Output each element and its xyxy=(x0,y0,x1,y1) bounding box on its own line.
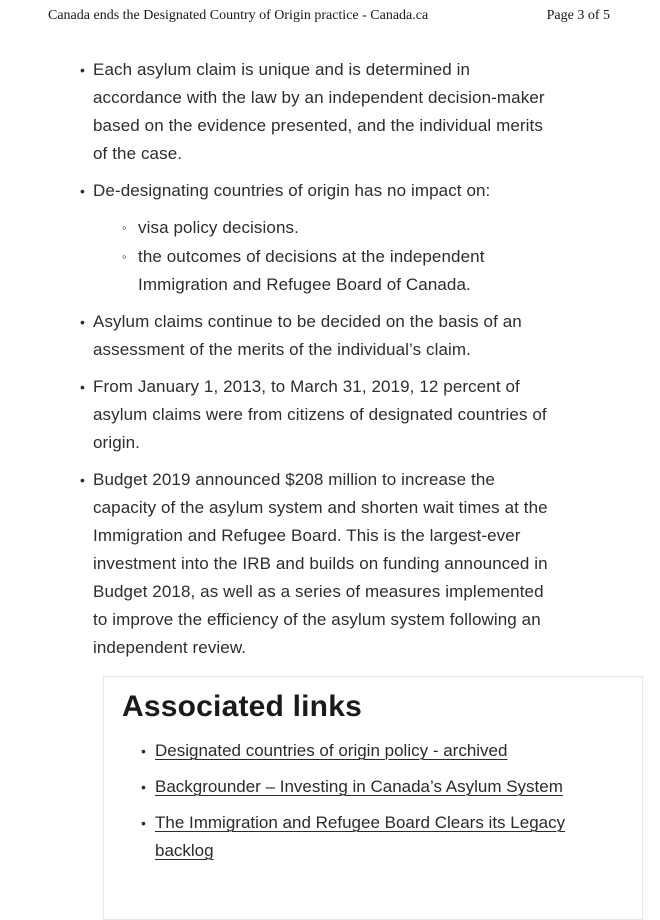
link-backgrounder-asylum-system[interactable]: Backgrounder – Investing in Canada’s Asylum System xyxy=(155,777,563,796)
list-item-text: Budget 2019 announced $208 million to increase the capacity of the asylum system and shorten wait times at the Immigration and Refugee Board. This is the largest-ever investment into the IRB and builds on funding announced in Budget 2018, as well as a series of measures implemented to improve the efficiency of the asylum system following an independent review. xyxy=(93,470,548,657)
sub-bullet-list xyxy=(93,214,554,299)
sub-list-item xyxy=(138,243,554,299)
bullet-list xyxy=(48,56,554,662)
list-item xyxy=(155,809,600,865)
associated-links-list xyxy=(122,737,622,865)
list-item xyxy=(93,177,554,299)
header-title: Canada ends the Designated Country of Origin practice - Canada.ca xyxy=(48,8,429,23)
list-item xyxy=(93,373,554,457)
list-item-text: Each asylum claim is unique and is determined in accordance with the law by an independent decision-maker based on the evidence presented, and the individual merits of the case. xyxy=(93,60,545,163)
print-header xyxy=(0,0,660,24)
list-item xyxy=(93,308,554,364)
associated-links-box xyxy=(103,676,643,920)
list-item xyxy=(93,466,554,662)
sub-list-item-text: the outcomes of decisions at the independent Immigration and Refugee Board of Canada. xyxy=(138,247,485,294)
list-item-text: De-designating countries of origin has no impact on: xyxy=(93,181,491,200)
list-item-text: From January 1, 2013, to March 31, 2019, 12 percent of asylum claims were from citizens of designated countries of origin. xyxy=(93,377,547,452)
list-item xyxy=(93,56,554,168)
associated-links-heading: Associated links xyxy=(122,690,362,723)
sub-list-item xyxy=(138,214,554,242)
list-item xyxy=(155,773,600,801)
list-item-text: Asylum claims continue to be decided on the basis of an assessment of the merits of the individual’s claim. xyxy=(93,312,522,359)
sub-list-item-text: visa policy decisions. xyxy=(138,218,299,237)
link-designated-countries-archived[interactable]: Designated countries of origin policy - archived xyxy=(155,741,508,760)
link-irb-clears-legacy-backlog[interactable]: The Immigration and Refugee Board Clears its Legacy backlog xyxy=(155,813,566,860)
list-item xyxy=(155,737,600,765)
page-number: Page 3 of 5 xyxy=(546,8,610,23)
document-body xyxy=(0,56,660,920)
